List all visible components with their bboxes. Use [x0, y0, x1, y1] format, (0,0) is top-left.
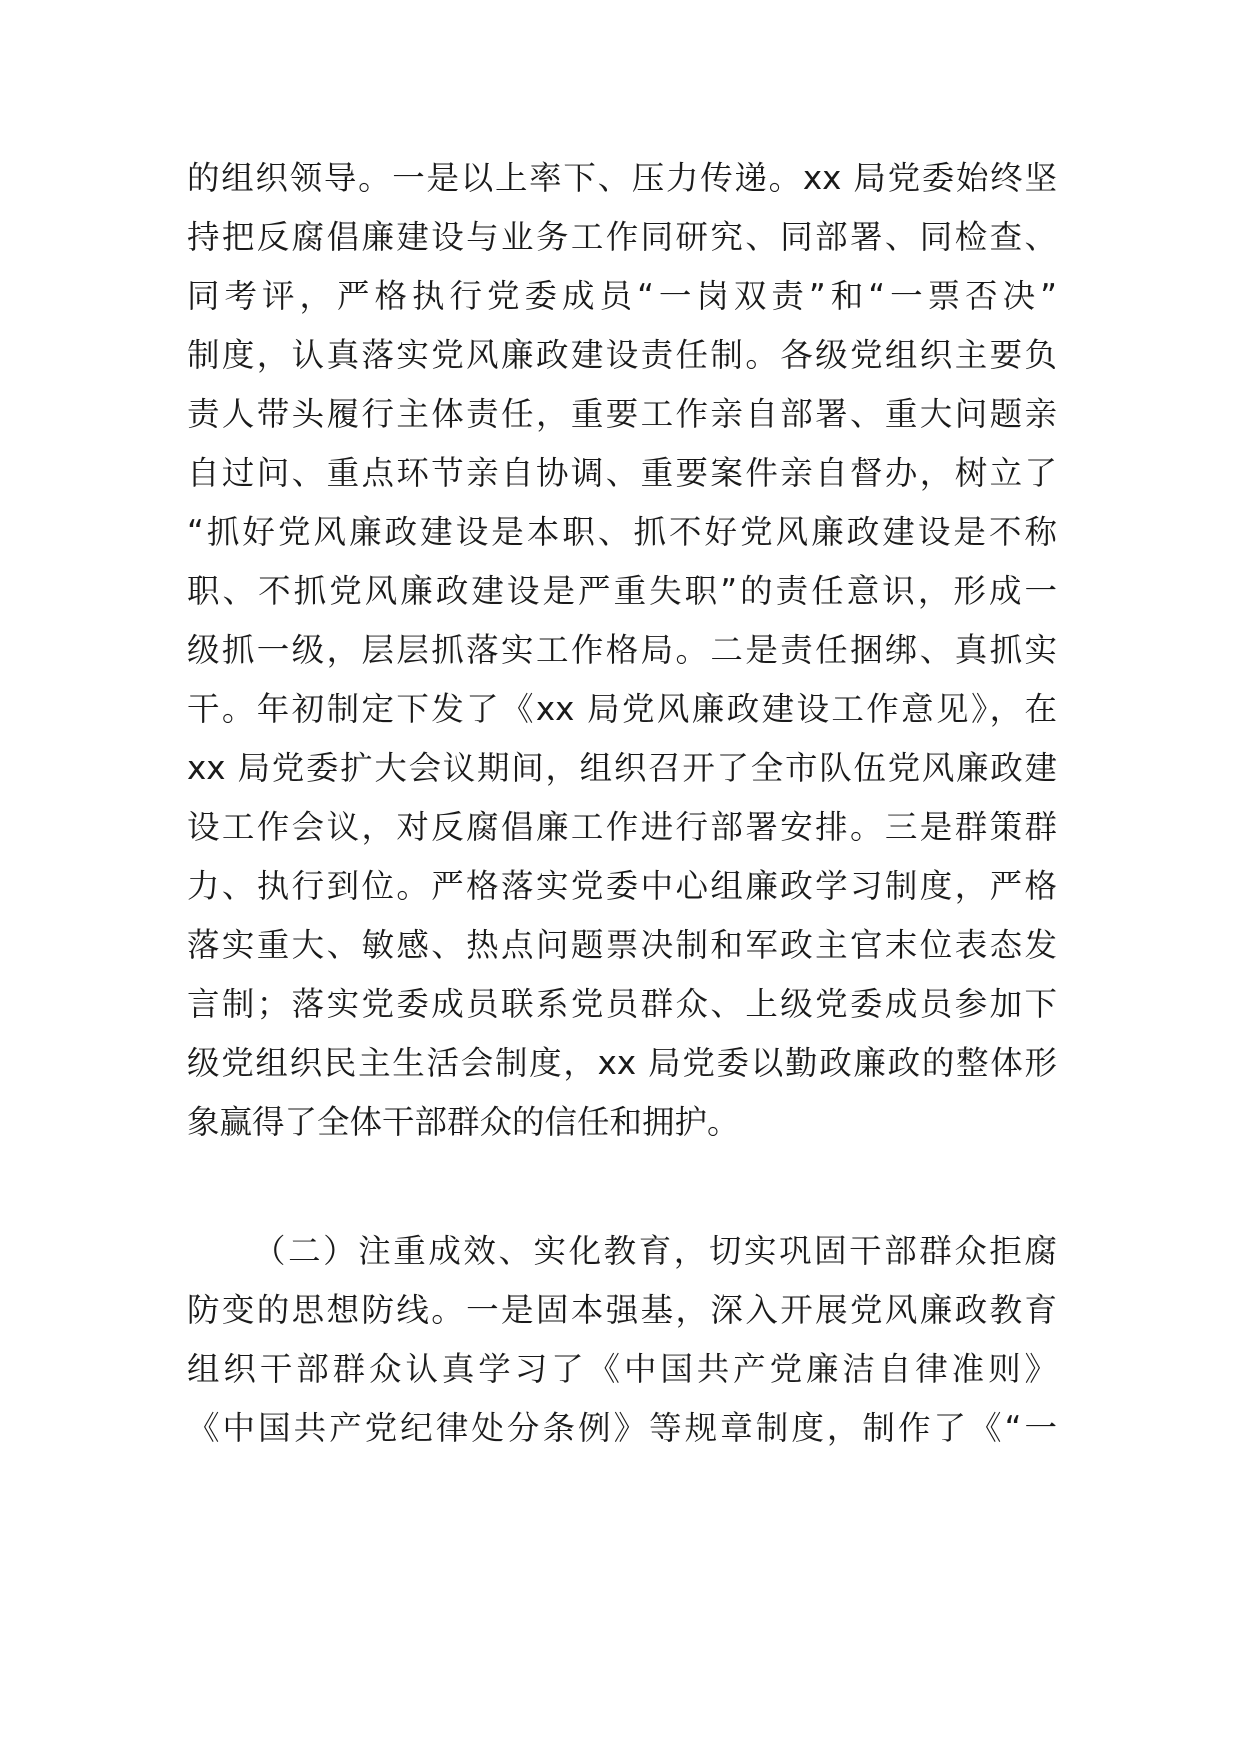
text-line: 责人带头履行主体责任，重要工作亲自部署、重大问题亲: [187, 395, 1057, 433]
text-line: 自过问、重点环节亲自协调、重要案件亲自督办，树立了: [187, 454, 1057, 492]
text-line: 的组织领导。一是以上率下、压力传递。xx 局党委始终坚: [187, 159, 1057, 197]
text-line: 同考评，严格执行党委成员“一岗双责”和“一票否决”: [187, 277, 1057, 315]
text-line: 职、不抓党风廉政建设是严重失职”的责任意识，形成一: [187, 572, 1057, 610]
text-line: 《中国共产党纪律处分条例》等规章制度，制作了《“一: [187, 1409, 1057, 1447]
text-line: “抓好党风廉政建设是本职、抓不好党风廉政建设是不称: [187, 513, 1057, 551]
text-line: 力、执行到位。严格落实党委中心组廉政学习制度，严格: [187, 867, 1057, 905]
text-line: 干。年初制定下发了《xx 局党风廉政建设工作意见》，在: [187, 690, 1057, 728]
text-line: 象赢得了全体干部群众的信任和拥护。: [187, 1103, 740, 1141]
text-line: 组织干部群众认真学习了《中国共产党廉洁自律准则》: [187, 1350, 1057, 1388]
text-line: 防变的思想防线。一是固本强基，深入开展党风廉政教育: [187, 1291, 1057, 1329]
text-line: 制度，认真落实党风廉政建设责任制。各级党组织主要负: [187, 336, 1057, 374]
text-line: 落实重大、敏感、热点问题票决制和军政主官末位表态发: [187, 926, 1057, 964]
text-line: xx 局党委扩大会议期间，组织召开了全市队伍党风廉政建: [187, 749, 1057, 787]
text-line: （二）注重成效、实化教育，切实巩固干部群众拒腐: [253, 1232, 1057, 1270]
text-line: 设工作会议，对反腐倡廉工作进行部署安排。三是群策群: [187, 808, 1057, 846]
text-line: 言制；落实党委成员联系党员群众、上级党委成员参加下: [187, 985, 1057, 1023]
text-line: 级党组织民主生活会制度，xx 局党委以勤政廉政的整体形: [187, 1044, 1057, 1082]
text-line: 持把反腐倡廉建设与业务工作同研究、同部署、同检查、: [187, 218, 1057, 256]
text-line: 级抓一级，层层抓落实工作格局。二是责任捆绑、真抓实: [187, 631, 1057, 669]
